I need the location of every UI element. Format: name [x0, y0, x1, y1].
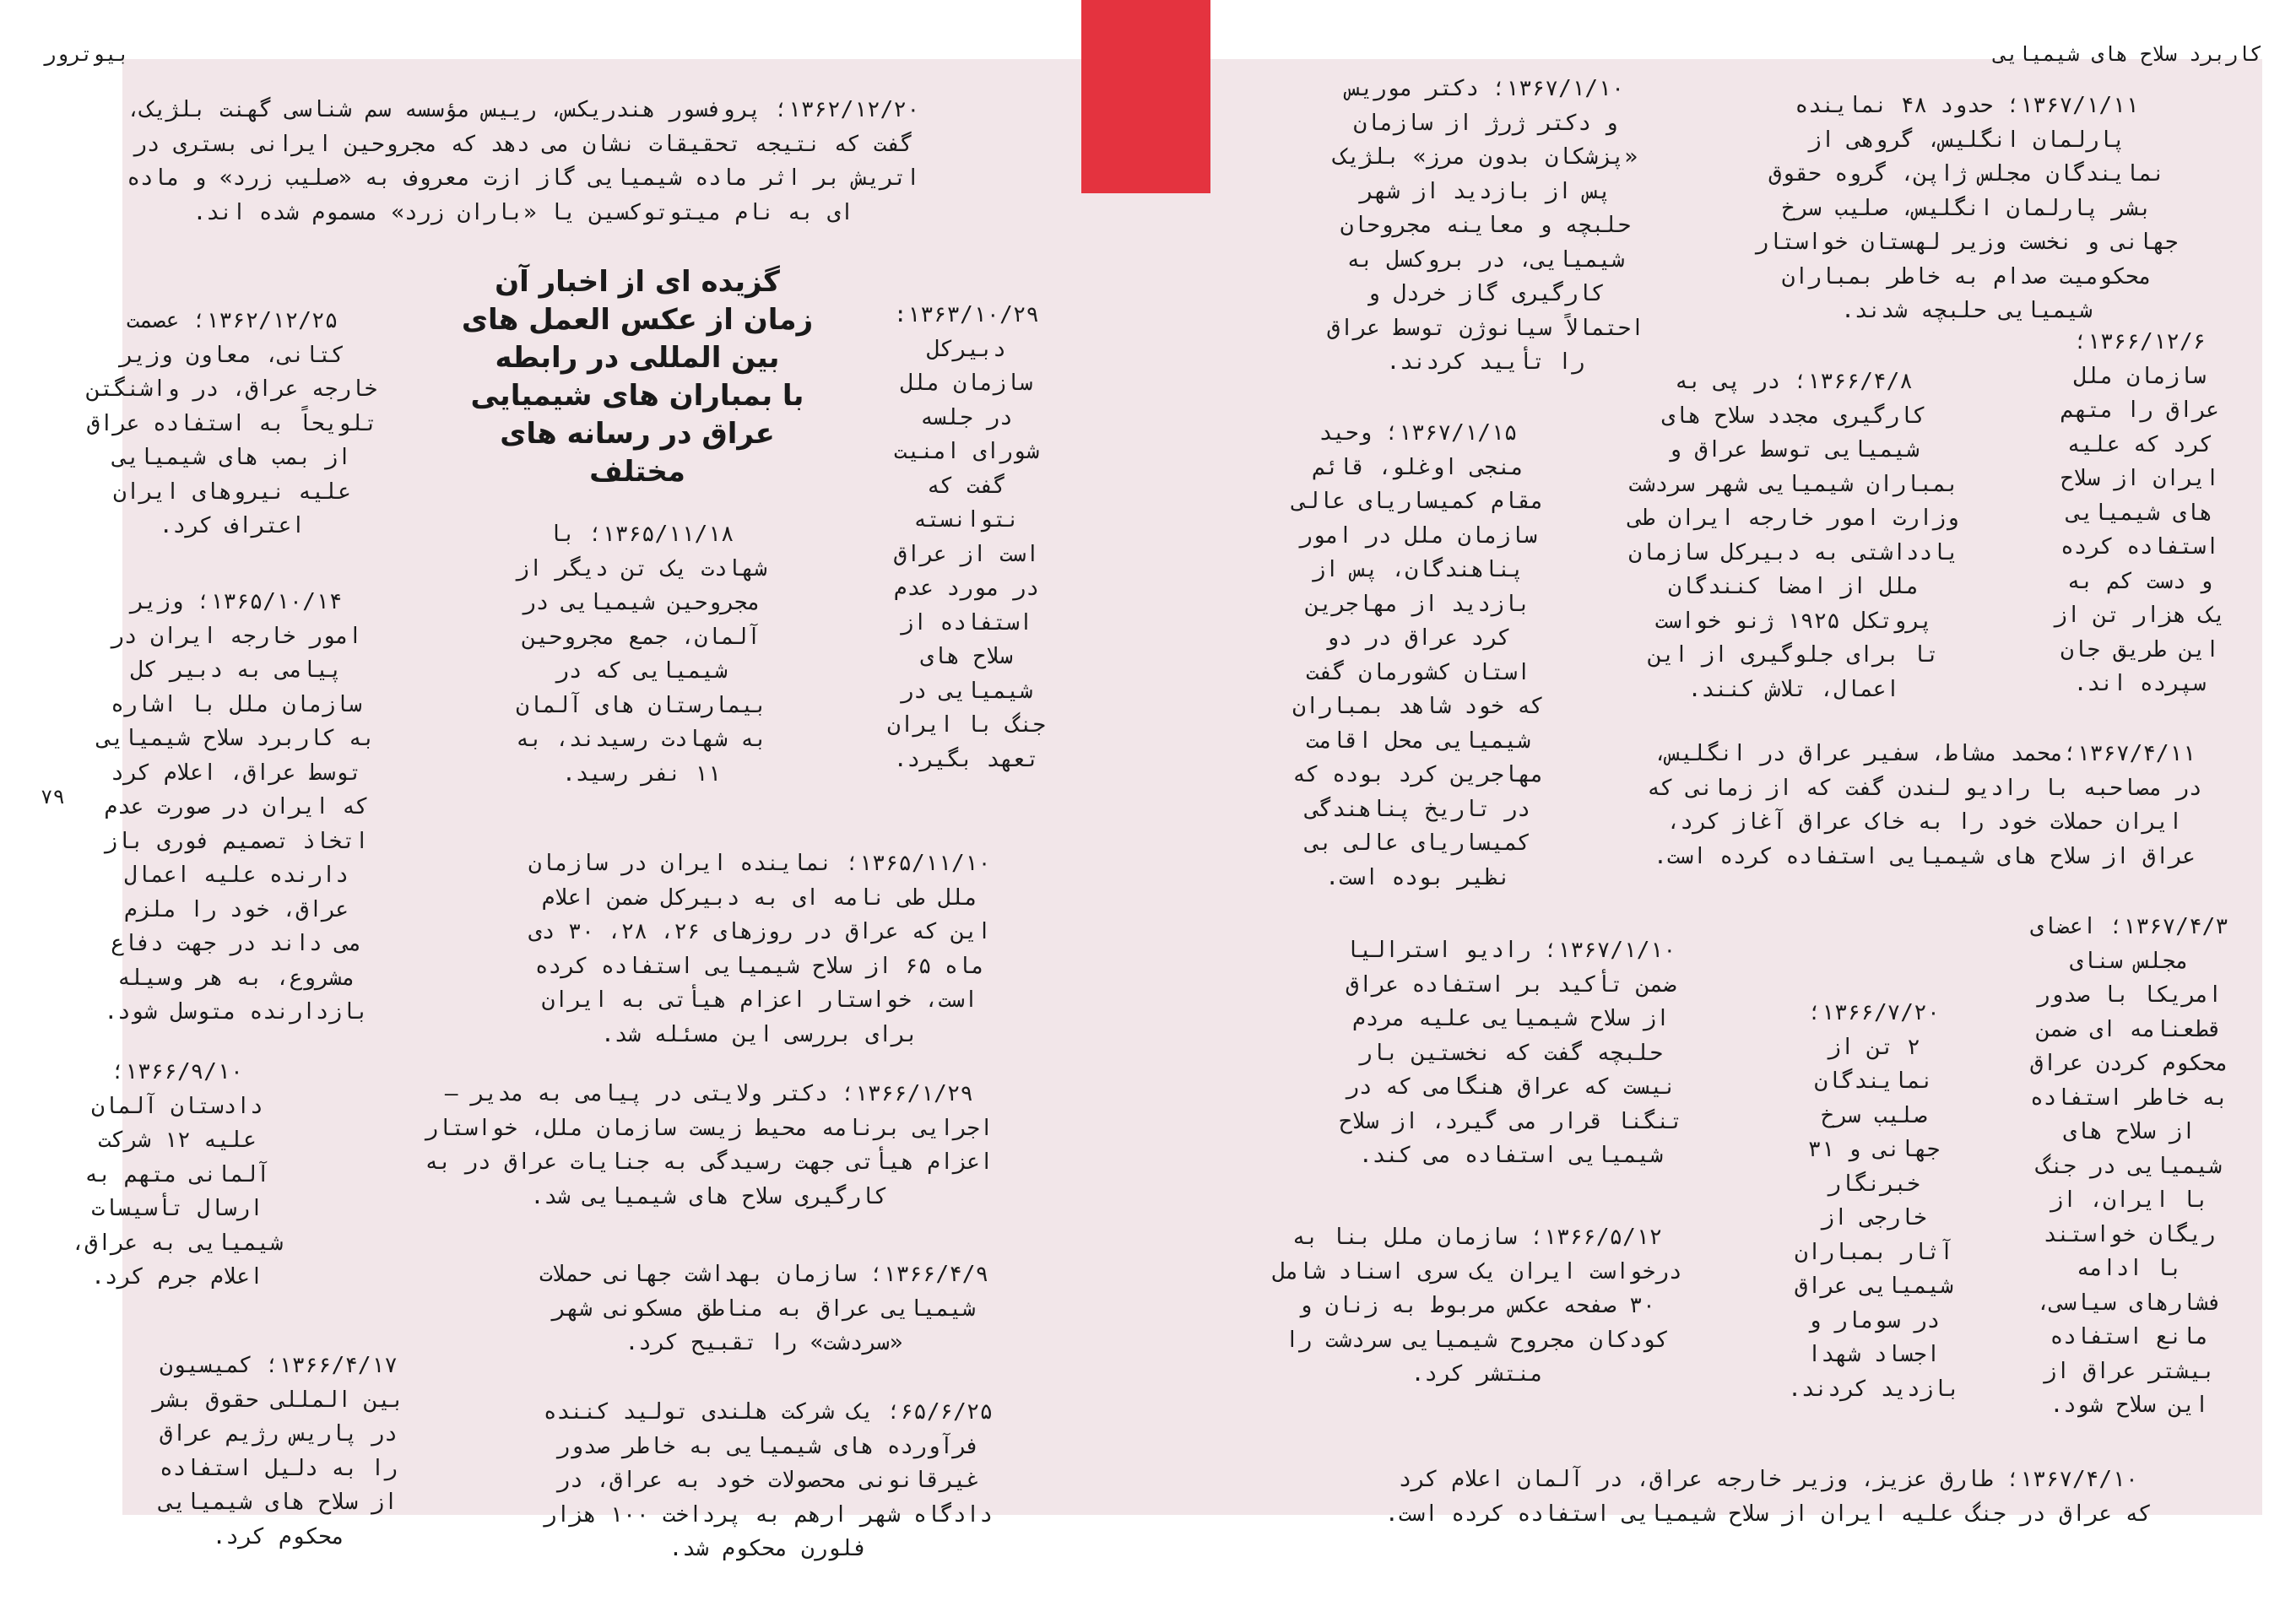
news-item-1367-1-10-msf: ۱۳۶۷/۱/۱۰؛ دکتر موریس و دکتر ژرژ از سازمان «پزشکان بدون مرز» بلژیک پس از بازدید از شهر حلبچه و معاینه مجروحان شیمیایی، در بروکسل به کارگیری گاز خردل و احتمالاً سیانوژن توسط عراق را تأیید کردند.: [1327, 76, 1644, 375]
news-item-1365-11-18: ۱۳۶۵/۱۱/۱۸؛ با شهادت یک تن دیگر از مجروحین شیمیایی در آلمان، جمع مجروحین شیمیایی که در بیمارستان های آلمان به شهادت رسیدند، به ۱۱ نفر رسید.: [516, 522, 767, 787]
red-accent-block: [1081, 0, 1210, 193]
news-item-1367-1-10-radio: ۱۳۶۷/۱/۱۰؛ رادیو استرالیا ضمن تأکید بر استفاده عراق از سلاح شیمیایی علیه مردم حلبچه گفت که نخستین بار نیست که عراق هنگامی که در تنگنا قرار می گیرد، از سلاح شیمیایی استفاده می کند.: [1339, 938, 1683, 1168]
news-item-1366-5-12: ۱۳۶۶/۵/۱۲؛ سازمان ملل بنا به درخواست ایران یک سری اسناد شامل ۳۰ صفحه عکس مربوط به زنان و کودکان مجروح شیمیایی سردشت را منتشر کرد.: [1272, 1225, 1682, 1387]
news-item-1366-7-20: ۱۳۶۶/۷/۲۰؛ ۲ تن از نمایندگان صلیب سرخ جهانی و ۳۱ خبرنگار خارجی از آثار بمباران شیمیایی عراق در سومار و اجساد شهدا بازدید کردند.: [1788, 1000, 1960, 1402]
news-item-1366-9-10: ۱۳۶۶/۹/۱۰؛ دادستان آلمان علیه ۱۲ شرکت آلمانی متهم به ارسال تأسیسات شیمیایی به عراق، اعلام جرم کرد.: [71, 1059, 284, 1290]
news-item-1362-12-20: ۱۳۶۲/۱۲/۲۰؛ پروفسور هندریکس، رییس مؤسسه سم شناسی گهنت بلژیک، گفت که نتیجه تحقیقات نشان می دهد که مجروحین ایرانی بستری در اتریش بر اثر ماده شیمیایی گاز ازت معروف به «صلیب زرد» و ماده ای به نام میتوتوکسین یا «باران زرد» مسموم شده اند.: [127, 97, 920, 225]
news-item-1367-1-11: ۱۳۶۷/۱/۱۱؛ حدود ۴۸ نماینده پارلمان انگلیس، گروهی از نمایندگان مجلس ژاپن، گروه حقوق بشر پارلمان انگلیس، صلیب سرخ جهانی و نخست وزیر لهستان خواستار محکومیت صدام به خاطر بمباران شیمیایی حلبچه شدند.: [1755, 93, 2179, 323]
news-item-65-6-25: ۶۵/۶/۲۵؛ یک شرکت هلندی تولید کننده فرآورده های شیمیایی به خاطر صدور غیرقانونی محصولات خود به عراق، در دادگاه شهر ارهم به پرداخت ۱۰۰ هزار فلورن محکوم شد.: [543, 1399, 994, 1561]
news-item-1366-4-8: ۱۳۶۶/۴/۸؛ در پی به کارگیری مجدد سلاح های شیمیایی توسط عراق و بمباران شیمیایی شهر سردشت وزارت امور خارجه ایران طی یادداشتی به دبیرکل سازمان ملل از امضا کنندگان پروتکل ۱۹۲۵ ژنو خواست تا برای جلوگیری از این اعمال، تلاش کنند.: [1628, 369, 1959, 702]
news-item-1365-11-10: ۱۳۶۵/۱۱/۱۰؛ نماینده ایران در سازمان ملل طی نامه ای به دبیرکل ضمن اعلام این که عراق در روزهای ۲۶، ۲۸، ۳۰ دی ماه ۶۵ از سلاح شیمیایی استفاده کرده است، خواستار اعزام هیأتی به ایران برای بررسی این مسئله شد.: [528, 851, 991, 1047]
news-item-1362-12-25: ۱۳۶۲/۱۲/۲۵؛ عصمت کتانی، معاون وزیر خارجه عراق، در واشنگتن تلویحاً به استفاده عراق از بمب های شیمیایی علیه نیروهای ایران اعتراف کرد.: [86, 308, 378, 538]
news-item-1366-4-9: ۱۳۶۶/۴/۹؛ سازمان بهداشت جهانی حملات شیمیایی عراق به مناطق مسکونی شهر «سردشت» را تقبیح کرد.: [539, 1262, 989, 1355]
page-number: ۷۹: [41, 785, 65, 808]
news-item-1366-12-6: ۱۳۶۶/۱۲/۶؛ سازمان ملل عراق را متهم کرد که علیه ایران از سلاح های شیمیایی استفاده کرده و دست کم به یک هزار تن از این طریق جان سپرده اند.: [2054, 329, 2226, 696]
news-item-1366-1-29: ۱۳۶۶/۱/۲۹؛ دکتر ولایتی در پیامی به مدیر – اجرایی برنامه محیط زیست سازمان ملل، خواستار اعزام هیأتی جهت رسیدگی به جنایات عراق در به کارگیری سلاح های شیمیایی شد.: [425, 1081, 994, 1209]
header-right-title: کاربرد سلاح های شیمیایی: [1994, 42, 2262, 66]
news-item-1367-4-11: ۱۳۶۷/۴/۱۱؛محمد مشاط، سفیر عراق در انگلیس، در مصاحبه با رادیو لندن گفت که از زمانی که ایران حملات خود را به خاک عراق آغاز کرد، عراق از سلاح های شیمیایی استفاده کرده است.: [1647, 741, 2202, 869]
news-item-1365-10-14: ۱۳۶۵/۱۰/۱۴؛ وزیر امور خارجه ایران در پیامی به دبیر کل سازمان ملل با اشاره به کاربرد سلاح شیمیایی توسط عراق، اعلام کرد که ایران در صورت عدم اتخاذ تصمیم فوری باز دارنده علیه اعمال عراق، خود را ملزم می داند در جهت دفاع مشروع، به هر وسیله بازدارنده متوسل شود.: [97, 589, 376, 1025]
header-left-title: بیوترور: [44, 42, 130, 66]
news-item-1367-1-15: ۱۳۶۷/۱/۱۵؛ وحید منجی اوغلو، قائم مقام کمیساریای عالی سازمان ملل در امور پناهندگان، پس از بازدید از مهاجرین کرد عراق در دو استان کشورمان گفت که خود شاهد بمباران شیمیایی محل اقامت مهاجرین کرد بوده که در تاریخ پناهندگی کمیساریای عالی بی نظیر بوده است.: [1292, 420, 1544, 890]
news-item-1367-4-10: ۱۳۶۷/۴/۱۰؛ طارق عزیز، وزیر خارجه عراق، در آلمان اعلام کرد که عراق در جنگ علیه ایران از سلاح شیمیایی استفاده کرده است.: [1385, 1467, 2152, 1527]
news-item-1366-4-17: ۱۳۶۶/۴/۱۷؛ کمیسیون بین المللی حقوق بشر در پاریس رژیم عراق را به دلیل استفاده از سلاح های شیمیایی محکوم کرد.: [153, 1353, 404, 1549]
news-item-1367-4-3: ۱۳۶۷/۴/۳؛ اعضای مجلس سنای امریکا با صدور قطعنامه ای ضمن محکوم کردن عراق به خاطر استفاده از سلاح های شیمیایی در جنگ با ایران، از ریگان خواستند با ادامه فشارهای سیاسی، مانع استفاده بیشتر عراق از این سلاح شود.: [2030, 914, 2228, 1418]
news-item-1363-10-29: ۱۳۶۳/۱۰/۲۹: دبیرکل سازمان ملل در جلسه شورای امنیت گفت که نتوانسته است از عراق در مورد عدم استفاده از سلاح های شیمیایی در جنگ با ایران تعهد بگیرد.: [887, 302, 1046, 772]
article-title: گزیده ای از اخبار آن زمان از عکس العمل های بین المللی در رابطه با بمباران های شیمیایی عراق در رسانه های مختلف: [461, 265, 814, 489]
